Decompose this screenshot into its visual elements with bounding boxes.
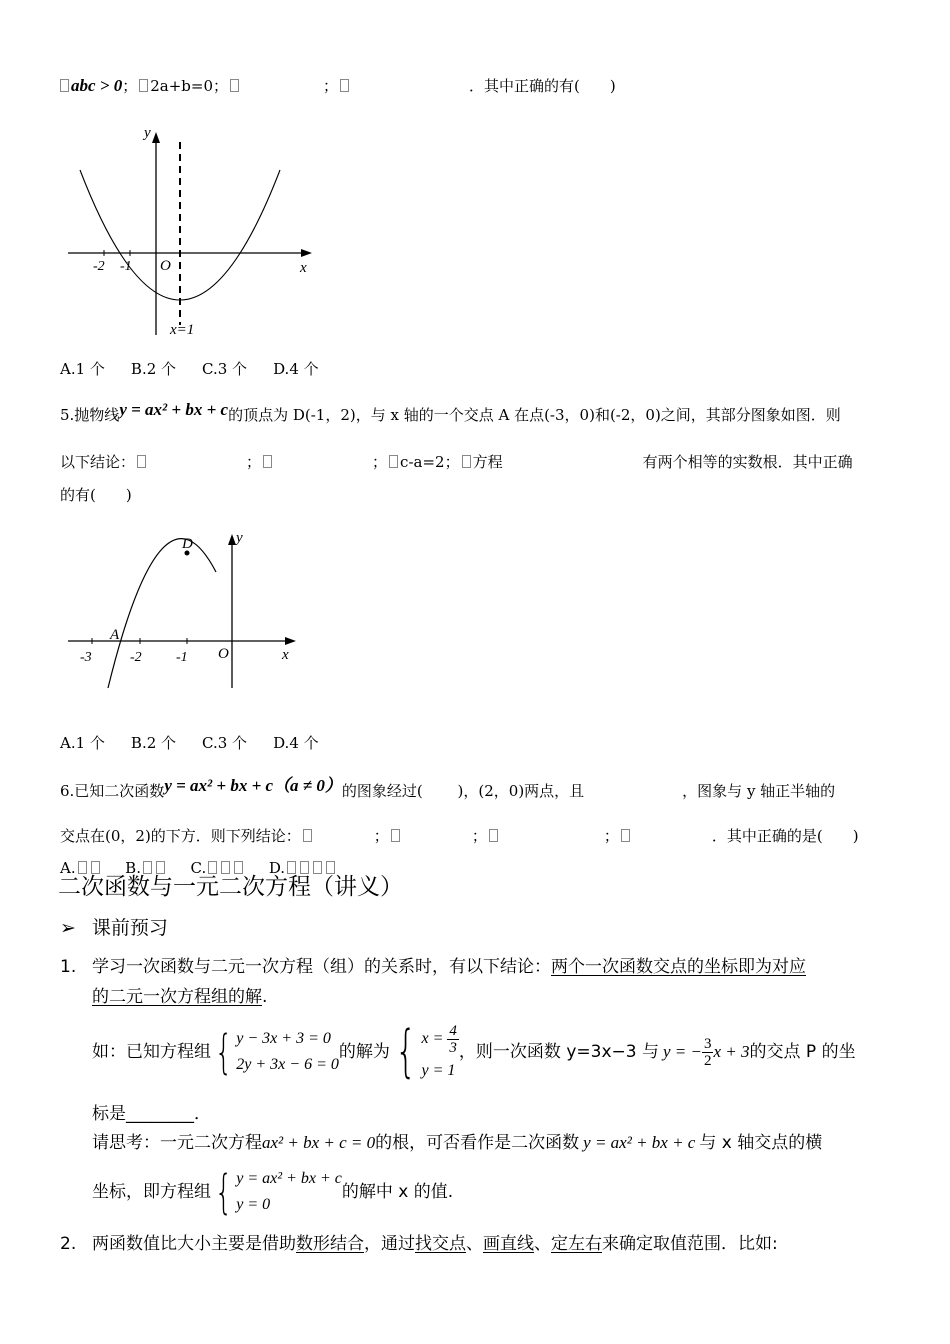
solution-system bbox=[422, 1020, 459, 1084]
parabola-graph-2 bbox=[62, 528, 312, 693]
item-1-line-2: 的二元一次方程组的解. bbox=[92, 987, 268, 1007]
q6-line-1: 6.已知二次函数y = ax² + bx + c（a ≠ 0）的图象经过( )，(2，0)两点，且 ，图象与 y 轴正半轴的 bbox=[60, 776, 836, 800]
y-axis-arrow-icon bbox=[228, 534, 236, 545]
condition-2a-b: 2a+b=0； bbox=[150, 77, 229, 95]
left-brace-icon: { bbox=[214, 1165, 233, 1219]
option-a[interactable]: A. bbox=[60, 859, 102, 877]
missing-symbol-icon bbox=[230, 79, 239, 92]
quadratic-function: y = ax² + bx + c bbox=[583, 1133, 696, 1152]
option-b[interactable]: B.2 个 bbox=[130, 734, 177, 752]
missing-symbol-icon bbox=[391, 829, 400, 842]
left-brace-icon: { bbox=[214, 1025, 233, 1079]
option-c[interactable]: C.3 个 bbox=[202, 360, 248, 378]
x-label: x bbox=[300, 260, 307, 276]
q5-line-3: 的有( ) bbox=[60, 486, 132, 504]
parabola-graph-1 bbox=[60, 120, 320, 342]
missing-symbol-icon bbox=[139, 79, 148, 92]
q5-number: 5.抛物线 bbox=[60, 406, 120, 424]
y-label: y bbox=[144, 125, 151, 141]
equation-2: 2y + 3x − 6 = 0 bbox=[236, 1056, 339, 1073]
missing-symbol-icon bbox=[137, 455, 146, 468]
coordinate-blank-line: 标是________． bbox=[92, 1104, 211, 1124]
think-line: 请思考：一元二次方程ax² + bx + c = 0的根，可否看作是二次函数 y = ax² + bx + c 与 x 轴交点的横 bbox=[92, 1133, 823, 1153]
solution-x: x = bbox=[421, 1030, 444, 1047]
left-brace-icon: { bbox=[395, 1019, 417, 1084]
option-d[interactable]: D.4 个 bbox=[273, 360, 319, 378]
option-d[interactable]: D. bbox=[269, 859, 337, 877]
equation-system-2: y = ax² + bx + c y = 0 bbox=[236, 1170, 342, 1213]
missing-symbol-icon bbox=[303, 829, 312, 842]
missing-symbol-icon bbox=[60, 79, 69, 92]
q6-line-2: 交点在(0，2)的下方．则下列结论： ； ； ； ．其中正确的是( ) bbox=[60, 827, 859, 845]
section-heading: ➢ 课前预习 bbox=[60, 917, 168, 939]
q4-conditions-line: abc > 0； 2a+b=0； ； ．其中正确的有( ) bbox=[58, 76, 616, 96]
arrow-bullet-icon: ➢ bbox=[60, 917, 76, 939]
equation-system-1 bbox=[236, 1026, 339, 1078]
tick-label-m1: -1 bbox=[176, 650, 188, 665]
tick-label-m2: -2 bbox=[93, 259, 105, 274]
item-1-number: 1. bbox=[60, 957, 77, 977]
underlined-conclusion: 两个一次函数交点的坐标即为对应 bbox=[551, 957, 806, 977]
option-c[interactable]: C. bbox=[191, 859, 246, 877]
option-b[interactable]: B. bbox=[125, 859, 167, 877]
fraction-four-thirds: $\frac{4}{3}$ bbox=[449, 1022, 457, 1056]
origin-label: O bbox=[160, 258, 171, 274]
origin-label: O bbox=[218, 646, 229, 662]
tick-label-m3: -3 bbox=[80, 650, 92, 665]
solution-y: y = 1 bbox=[421, 1062, 456, 1079]
tick-label-m1: -1 bbox=[120, 259, 132, 274]
y-label: y bbox=[236, 530, 243, 546]
q5-line-2: 以下结论： ； ； c-a=2； 方程 有两个相等的实数根．其中正确 bbox=[60, 453, 853, 471]
x-label: x bbox=[282, 647, 289, 663]
q4-options bbox=[60, 359, 345, 379]
q4-question: ．其中正确的有( ) bbox=[469, 77, 616, 95]
option-a[interactable]: A.1 个 bbox=[60, 734, 105, 752]
condition-abc: abc > 0 bbox=[71, 76, 123, 95]
parabola-curve bbox=[108, 539, 216, 688]
item-1-line-1: 学习一次函数与二元一次方程（组）的关系时，有以下结论：两个一次函数交点的坐标即为对应 bbox=[92, 957, 806, 977]
missing-symbol-icon bbox=[489, 829, 498, 842]
q5-line-1: 5.抛物线y = ax² + bx + c的顶点为 D(-1，2)，与 x 轴的一个交点 A 在点(-3，0)和(-2，0)之间，其部分图象如图．则 bbox=[60, 400, 841, 424]
missing-symbol-icon bbox=[389, 455, 398, 468]
missing-symbol-icon bbox=[462, 455, 471, 468]
underlined-conclusion: 的二元一次方程组的解 bbox=[92, 987, 262, 1007]
vertex-label: D bbox=[182, 536, 193, 552]
q6-formula: y = ax² + bx + c（a ≠ 0） bbox=[164, 776, 342, 795]
option-c[interactable]: C.3 个 bbox=[202, 734, 248, 752]
item-2-line: 两函数值比大小主要是借助数形结合，通过找交点、画直线、定左右来确定取值范围．比如: bbox=[92, 1234, 778, 1254]
item-2-number: 2. bbox=[60, 1234, 77, 1254]
q6-number: 6.已知二次函数 bbox=[60, 782, 165, 800]
coordinate-line-2: 坐标，即方程组 { y = ax² + bx + c y = 0 的解中 x 的值. bbox=[92, 1165, 454, 1219]
option-b[interactable]: B.2 个 bbox=[130, 360, 177, 378]
x-axis-arrow-icon bbox=[301, 249, 312, 257]
q5-options bbox=[60, 733, 345, 753]
tick-label-m2: -2 bbox=[130, 650, 142, 665]
x-axis-arrow-icon bbox=[285, 637, 296, 645]
y-axis-arrow-icon bbox=[152, 132, 160, 143]
example-line: 如：已知方程组 { y − 3x + 3 = 0 2y + 3x − 6 = 0 的解为 { x = $\frac{4}{3}$ y = 1 ，则一次函数 y=3x−3 与 y = − $\frac{3}{2}$ x + 3 的交点 P 的坐 bbox=[92, 1019, 856, 1084]
point-a-label: A bbox=[110, 627, 120, 643]
symmetry-axis-label: x=1 bbox=[170, 322, 195, 338]
missing-symbol-icon bbox=[340, 79, 349, 92]
q5-formula: y = ax² + bx + c bbox=[119, 400, 229, 419]
fraction-three-halves: $\frac{3}{2}$ bbox=[703, 1035, 712, 1069]
equation-1: y − 3x + 3 = 0 bbox=[236, 1030, 331, 1047]
option-a[interactable]: A.1 个 bbox=[60, 360, 105, 378]
missing-symbol-icon bbox=[263, 455, 272, 468]
missing-symbol-icon bbox=[621, 829, 630, 842]
quadratic-equation: ax² + bx + c = 0 bbox=[262, 1133, 376, 1152]
lecture-title: 二次函数与一元二次方程（讲义） bbox=[58, 874, 403, 900]
option-d[interactable]: D.4 个 bbox=[273, 734, 319, 752]
